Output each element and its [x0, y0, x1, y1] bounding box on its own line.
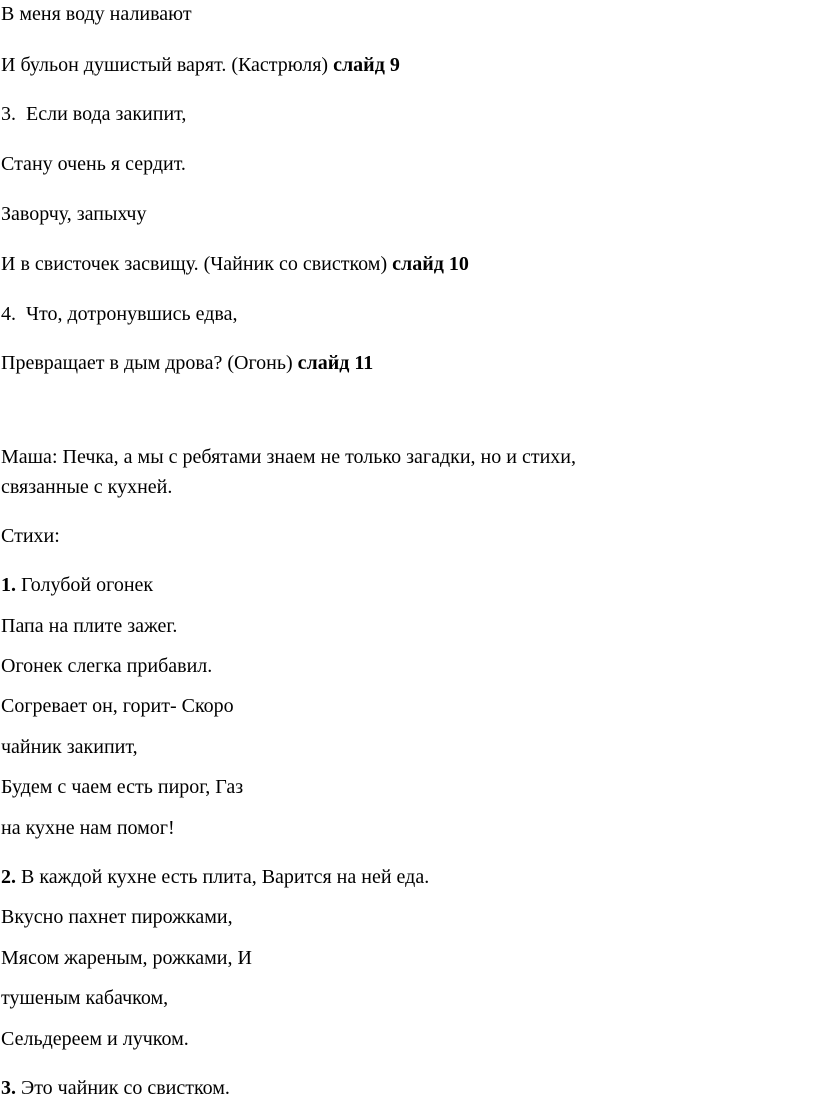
- text-line: чайник закипит,: [1, 736, 138, 758]
- text-line: Стихи:: [1, 525, 60, 547]
- text-line: И бульон душистый варят. (Кастрюля) слайд 9: [1, 54, 400, 76]
- text-line: связанные с кухней.: [1, 476, 173, 498]
- text-line: Заворчу, запыхчу: [1, 203, 147, 225]
- text-line: Огонек слегка прибавил.: [1, 655, 213, 677]
- text-line: Будем с чаем есть пирог, Газ: [1, 776, 244, 798]
- text-line: Стану очень я сердит.: [1, 153, 186, 175]
- text-line: В меня воду наливают: [1, 3, 192, 25]
- text-line: 4. Что, дотронувшись едва,: [1, 303, 238, 325]
- slide-label: слайд 11: [297, 352, 374, 374]
- poem-number: 3.: [1, 1077, 16, 1099]
- text-line: 3. Это чайник со свистком.: [1, 1077, 230, 1099]
- text-line: Сельдереем и лучком.: [1, 1028, 189, 1050]
- text-line: Согревает он, горит- Скоро: [1, 695, 234, 717]
- text-line: И в свисточек засвищу. (Чайник со свистком) слайд 10: [1, 253, 469, 275]
- slide-label: слайд 10: [392, 253, 469, 275]
- text-line: Папа на плите зажег.: [1, 615, 178, 637]
- text-line: Маша: Печка, а мы с ребятами знаем не только загадки, но и стихи,: [1, 446, 576, 468]
- text-line: тушеным кабачком,: [1, 987, 169, 1009]
- text-line: 1. Голубой огонек: [1, 574, 154, 596]
- poem-number: 2.: [1, 866, 16, 888]
- poem-number: 1.: [1, 574, 16, 596]
- text-line: 3. Если вода закипит,: [1, 103, 187, 125]
- slide-label: слайд 9: [333, 54, 400, 76]
- text-line: Превращает в дым дрова? (Огонь) слайд 11: [1, 352, 374, 374]
- text-line: на кухне нам помог!: [1, 817, 175, 839]
- text-line: 2. В каждой кухне есть плита, Варится на ней еда.: [1, 866, 430, 888]
- text-line: Мясом жареным, рожками, И: [1, 947, 252, 969]
- text-line: Вкусно пахнет пирожками,: [1, 906, 233, 928]
